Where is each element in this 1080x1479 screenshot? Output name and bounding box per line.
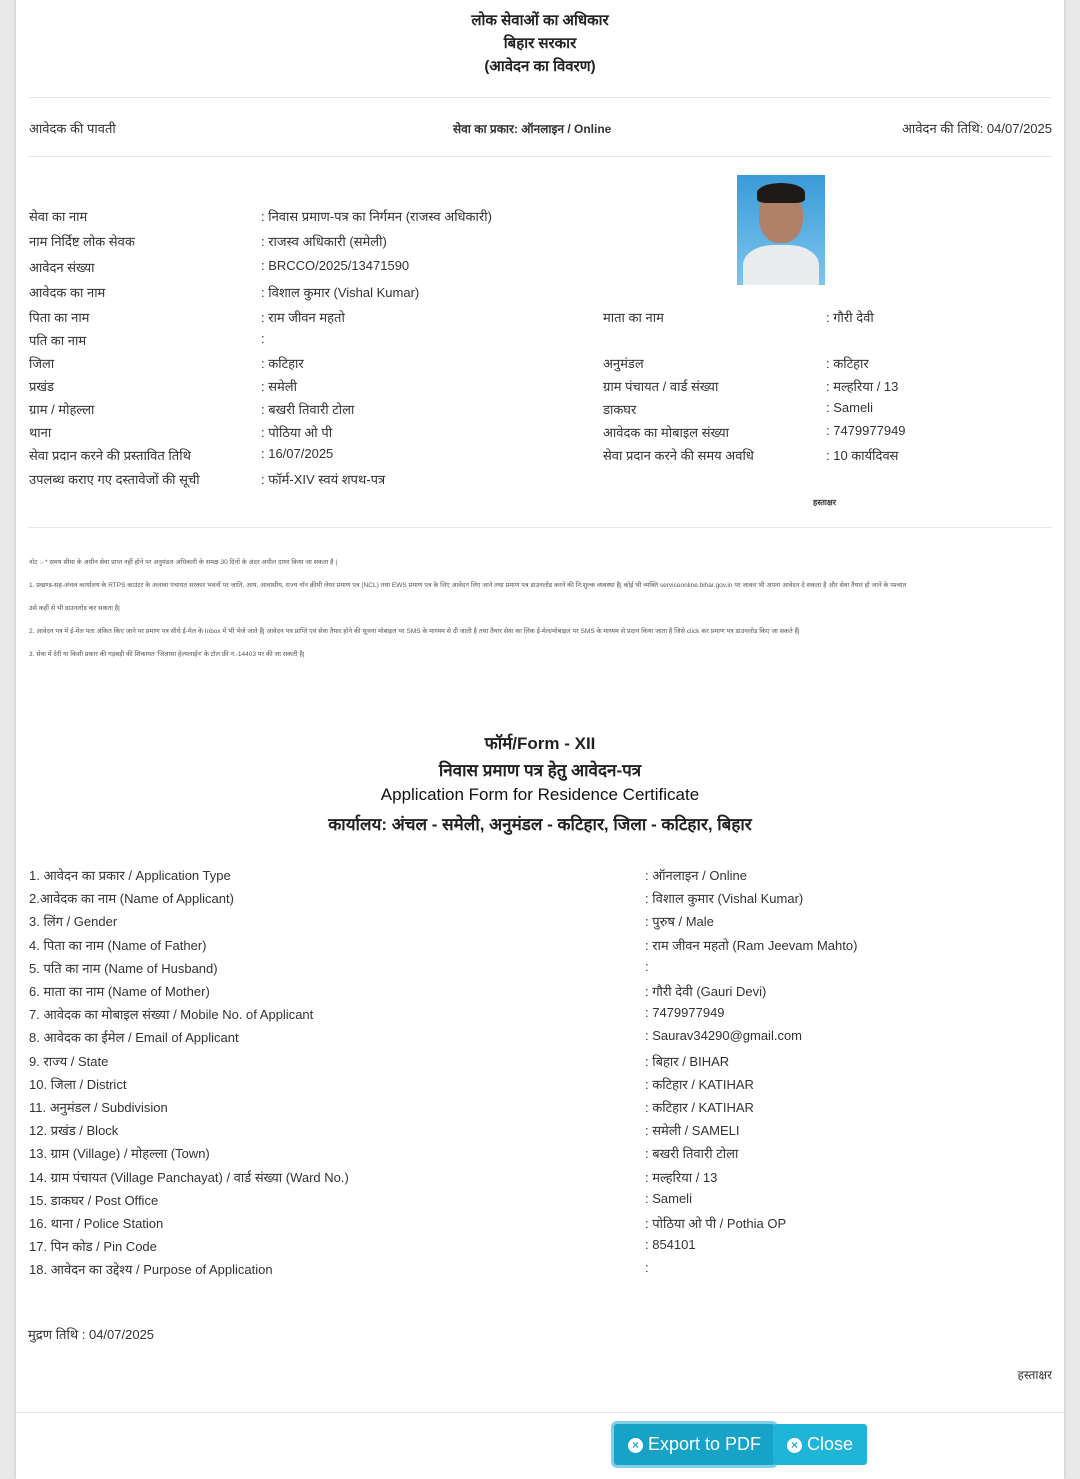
detail-value: : राजस्व अधिकारी (समेली)	[261, 234, 387, 249]
detail-value: : विशाल कुमार (Vishal Kumar)	[261, 285, 420, 300]
note-line: नोट :- * समय सीमा के अधीन सेवा प्राप्त नहीं होने पर अनुमंडल अधिकारी के समक्ष 30 दिनों के अंदर अपील दायर किया जा सकता है |	[29, 559, 338, 566]
form-field-value: : राम जीवन महतो (Ram Jeevam Mahto)	[645, 937, 858, 953]
form-field-value: :	[645, 958, 649, 974]
form-field-label: 6. माता का नाम (Name of Mother)	[29, 984, 210, 999]
detail-value: : फॉर्म-XIV स्वयं शपथ-पत्र	[261, 472, 386, 487]
form-field-label: 18. आवेदन का उद्देश्य / Purpose of Application	[29, 1262, 273, 1278]
detail-label: सेवा प्रदान करने की समय अवधि	[603, 448, 754, 463]
form-field-label: 13. ग्राम (Village) / मोहल्ला (Town)	[29, 1146, 210, 1162]
detail-value: : बखरी तिवारी टोला	[261, 402, 355, 417]
form-field-label: 4. पिता का नाम (Name of Father)	[29, 937, 207, 953]
divider	[28, 97, 1052, 98]
header	[16, 9, 1064, 78]
form-field-value: : समेली / SAMELI	[645, 1123, 740, 1139]
form-field-value: : गौरी देवी (Gauri Devi)	[645, 984, 767, 999]
detail-value: :	[261, 331, 265, 346]
form-field-value: : बखरी तिवारी टोला	[645, 1146, 739, 1162]
detail-value: : 10 कार्यदिवस	[826, 448, 899, 463]
form-field-value: :	[645, 1260, 649, 1276]
form-field-value: : कटिहार / KATIHAR	[645, 1076, 754, 1092]
form-field-value: : Saurav34290@gmail.com	[645, 1028, 802, 1044]
applicant-photo	[737, 175, 825, 285]
detail-value: : BRCCO/2025/13471590	[261, 258, 410, 273]
detail-label: सेवा का नाम	[29, 209, 88, 224]
form-field-label: 14. ग्राम पंचायत (Village Panchayat) / वार्ड संख्या (Ward No.)	[29, 1169, 349, 1185]
detail-label: प्रखंड	[29, 379, 54, 394]
application-receipt	[16, 0, 1064, 1479]
detail-label: माता का नाम	[603, 310, 664, 325]
detail-label: अनुमंडल	[603, 356, 644, 371]
form-field-label: 11. अनुमंडल / Subdivision	[29, 1100, 168, 1115]
detail-label: पति का नाम	[29, 333, 87, 348]
form-field-label: 5. पति का नाम (Name of Husband)	[29, 960, 218, 976]
application-date: आवेदन की तिथि: 04/07/2025	[902, 121, 1052, 136]
form-field-value: : बिहार / BIHAR	[645, 1053, 730, 1069]
detail-value: : राम जीवन महतो	[261, 310, 345, 325]
detail-value: : 16/07/2025	[261, 446, 334, 461]
note-line: 1. प्रखण्ड-सह-अंचल कार्यालय के RTPS काउंटर के अलावा पंचायत सरकार भवनों पर जाति, आय, आवासीय, राज्य नॉन क्रीमी लेयर प्रमाण पत्र (NCL) तथा EWS प्रमाण पत्र के लिए आवेदन लिए जाने तथा प्रमाण पत्र डाउनलोड करने की नि:शुल्क व्यवस्था है| कोई भी व्यक्ति serviceonline.bihar.gov.in पर जाकर भी अपना आवेदन दे सकता है और सेवा तैयार हो जाने के पश्चात	[29, 582, 907, 589]
detail-label: आवेदक का मोबाइल संख्या	[603, 425, 730, 440]
detail-label: उपलब्ध कराए गए दस्तावेजों की सूची	[29, 472, 200, 487]
form-field-value: : 854101	[645, 1237, 696, 1253]
service-type: सेवा का प्रकार: ऑनलाइन / Online	[453, 122, 612, 136]
header-line2: बिहार सरकार	[503, 35, 577, 52]
form-field-label: 9. राज्य / State	[29, 1053, 109, 1069]
note-line: 2. आवेदन पत्र में ई-मेल पता अंकित किए जाने पर प्रमाण पत्र सीधे ई-मेल के Inbox में भी भेजे जाते हैं| आवेदन पत्र प्राप्ति एवं सेवा तैयार होने की सूचना मोबाइल पर SMS के माध्यम से दी जाती है तथा तैयार सेवा का लिंक ई-मेल/मोबाइल पर SMS के माध्यम से प्रदान किया जाता है जिसे click कर प्रमाण पत्र डाउनलोड किए जा सकते हैं|	[29, 628, 800, 635]
form-field-value: : मल्हरिया / 13	[645, 1169, 718, 1185]
export-pdf-button[interactable]	[614, 1424, 775, 1465]
close-button[interactable]	[773, 1424, 867, 1465]
footer-divider	[16, 1412, 1064, 1413]
detail-label: आवेदन संख्या	[29, 260, 95, 275]
form-subtitle-hindi: निवास प्रमाण पत्र हेतु आवेदन-पत्र	[438, 761, 642, 780]
form-subtitle-english: Application Form for Residence Certificate	[380, 785, 700, 804]
form-field-label: 17. पिन कोड / Pin Code	[29, 1239, 157, 1255]
form-field-value: : 7479977949	[645, 1005, 725, 1021]
detail-value: : कटिहार	[826, 356, 869, 371]
header-line1: लोक सेवाओं का अधिकार	[471, 12, 609, 29]
detail-value: : मल्हरिया / 13	[826, 379, 899, 394]
note-line: उसे कहीं से भी डाउनलोड कर सकता है|	[29, 605, 120, 612]
form-field-label: 16. थाना / Police Station	[29, 1216, 164, 1231]
form-field-value: : Sameli	[645, 1190, 692, 1206]
receipt-label: आवेदक की पावती	[29, 121, 116, 136]
detail-value: : पोठिया ओ पी	[261, 425, 333, 440]
detail-label: जिला	[29, 356, 55, 371]
form-field-label: 1. आवेदन का प्रकार / Application Type	[29, 868, 231, 883]
form-office: कार्यालय: अंचल - समेली, अनुमंडल - कटिहार, जिला - कटिहार, बिहार	[328, 815, 752, 834]
detail-value: : समेली	[261, 379, 297, 394]
form-field-value: : ऑनलाइन / Online	[645, 868, 747, 883]
form-field-label: 15. डाकघर / Post Office	[29, 1192, 159, 1208]
form-field-label: 2.आवेदक का नाम (Name of Applicant)	[29, 891, 234, 907]
detail-value: : निवास प्रमाण-पत्र का निर्गमन (राजस्व अधिकारी)	[261, 209, 492, 224]
export-pdf-label: Export to PDF	[648, 1434, 762, 1454]
form-field-label: 8. आवेदक का ईमेल / Email of Applicant	[29, 1030, 239, 1046]
signature-label: हस्ताक्षर	[813, 498, 836, 507]
divider	[28, 156, 1052, 157]
detail-value: : गौरी देवी	[826, 310, 874, 325]
header-line3: (आवेदन का विवरण)	[484, 58, 596, 75]
form-field-label: 3. लिंग / Gender	[29, 914, 118, 930]
detail-value: : Sameli	[826, 400, 873, 415]
form-field-label: 10. जिला / District	[29, 1076, 127, 1092]
detail-label: ग्राम पंचायत / वार्ड संख्या	[603, 379, 719, 394]
print-date: मुद्रण तिथि : 04/07/2025	[28, 1327, 155, 1342]
detail-value: : कटिहार	[261, 356, 304, 371]
form-field-value: : पुरुष / Male	[645, 914, 714, 930]
detail-label: सेवा प्रदान करने की प्रस्तावित तिथि	[29, 448, 191, 463]
close-circle-icon: ×	[787, 1438, 802, 1453]
detail-label: पिता का नाम	[29, 310, 90, 325]
detail-label: नाम निर्दिष्ट लोक सेवक	[29, 234, 135, 249]
detail-label: आवेदक का नाम	[29, 285, 106, 300]
form-signature-label: हस्ताक्षर	[1017, 1368, 1052, 1382]
close-label: Close	[807, 1434, 854, 1454]
detail-label: थाना	[29, 425, 52, 440]
form-field-label: 7. आवेदक का मोबाइल संख्या / Mobile No. of Applicant	[29, 1007, 314, 1023]
detail-label: ग्राम / मोहल्ला	[29, 402, 95, 417]
form-field-value: : विशाल कुमार (Vishal Kumar)	[645, 891, 804, 907]
form-field-value: : पोठिया ओ पी / Pothia OP	[645, 1216, 787, 1231]
note-line: 3. सेवा में देरी या किसी प्रकार की गड़बड़ी की शिकायत 'जिज्ञासा हेल्पलाईन' के टॉल फ्री नं.-14403 पर की जा सकती है|	[29, 651, 305, 658]
divider	[28, 527, 1052, 528]
form-field-label: 12. प्रखंड / Block	[29, 1123, 119, 1139]
detail-label: डाकघर	[603, 402, 637, 417]
form-field-value: : कटिहार / KATIHAR	[645, 1100, 754, 1115]
detail-value: : 7479977949	[826, 423, 906, 438]
form-title: फॉर्म/Form - XII	[484, 734, 596, 753]
close-circle-icon: ×	[628, 1438, 643, 1453]
